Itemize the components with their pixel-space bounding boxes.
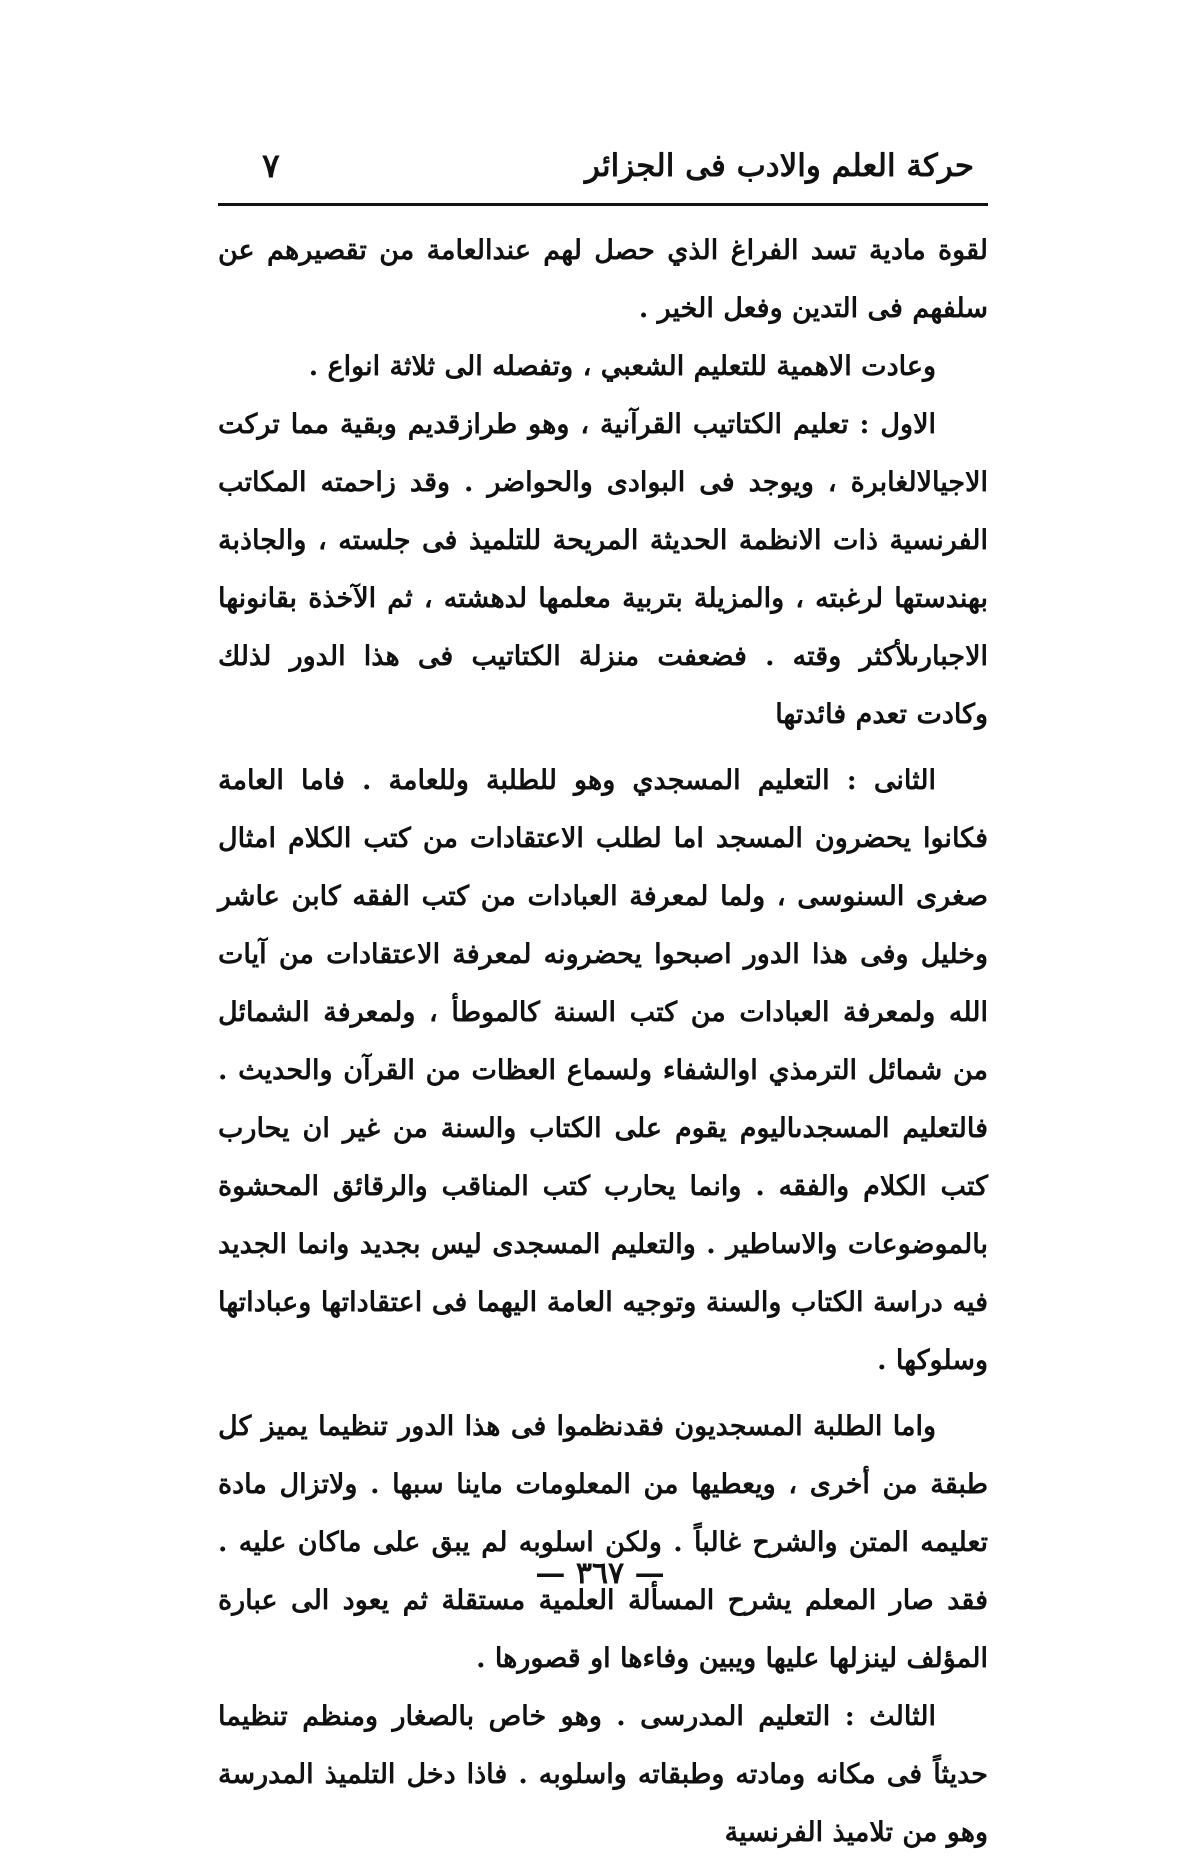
body-text <box>218 222 988 1862</box>
header-divider <box>218 203 988 206</box>
header-page-number: ٧ <box>262 146 280 185</box>
paragraph-intro: وعادت الاهمية للتعليم الشعبي ، وتفصله الى ثلاثة انواع . <box>308 351 936 382</box>
paragraph-third-type: الثالث : التعليم المدرسى . وهو خاص بالصغار ومنظم تنظيما حديثاً فى مكانه ومادته وطبقاته واسلوبه . فاذا دخل التلميذ المدرسة وهو من تلاميذ الفرنسية <box>218 1701 988 1848</box>
paragraph-second-type: الثانى : التعليم المسجدي وهو للطلبة وللعامة . فاما العامة فكانوا يحضرون المسجد اما لطلب الاعتقادات من كتب الكلام امثال صغرى السنوسى ، ولما لمعرفة العبادات من كتب الفقه كابن عاشر وخليل وفى هذا الدور اصبحوا يحضرونه لمعرفة الاعتقادات من آيات الله ولمعرفة العبادات من كتب السنة كالموطأ ، ولمعرفة الشمائل من شمائل الترمذي اوالشفاء ولسماع العظات من القرآن والحديث . فالتعليم المسجدىاليوم يقوم على الكتاب والسنة من غير ان يحارب كتب الكلام والفقه . وانما يحارب كتب المناقب والرقائق المحشوة بالموضوعات والاساطير . والتعليم المسجدى ليس بجديد وانما الجديد فيه دراسة الكتاب والسنة وتوجيه العامة اليهما فى اعتقاداتها وعباداتها وسلوكها . <box>218 765 988 1376</box>
paragraph-continuation: لقوة مادية تسد الفراغ الذي حصل لهم عندالعامة من تقصيرهم عن سلفهم فى التدين وفعل الخير . <box>218 235 988 324</box>
paragraph-mosque-students: واما الطلبة المسجديون فقدنظموا فى هذا الدور تنظيما يميز كل طبقة من أخرى ، ويعطيها من المعلومات ماينا سبها . ولاتزال مادة تعليمه المتن والشرح غالباً . ولكن اسلوبه لم يبق على ماكان عليه . فقد صار المعلم يشرح المسألة العلمية مستقلة ثم يعود الى عبارة المؤلف لينزلها عليها ويبين وفاءها او قصورها . <box>218 1411 988 1674</box>
page-header <box>218 142 988 198</box>
running-title: حركة العلم والادب فى الجزائر <box>584 148 974 184</box>
footer-page-number: — ٣٦٧ — <box>535 1556 665 1591</box>
paragraph-first-type: الاول : تعليم الكتاتيب القرآنية ، وهو طرازقديم وبقية مما تركت الاجيالالغابرة ، ويوجد فى البوادى والحواضر . وقد زاحمته المكاتب الفرنسية ذات الانظمة الحديثة المريحة للتلميذ فى جلسته ، والجاذبة بهندستها لرغبته ، والمزيلة بتربية معلمها لدهشته ، ثم الآخذة بقانونها الاجبارىلأكثر وقته . فضعفت منزلة الكتاتيب فى هذا الدور لذلك وكادت تعدم فائدتها <box>218 409 988 730</box>
